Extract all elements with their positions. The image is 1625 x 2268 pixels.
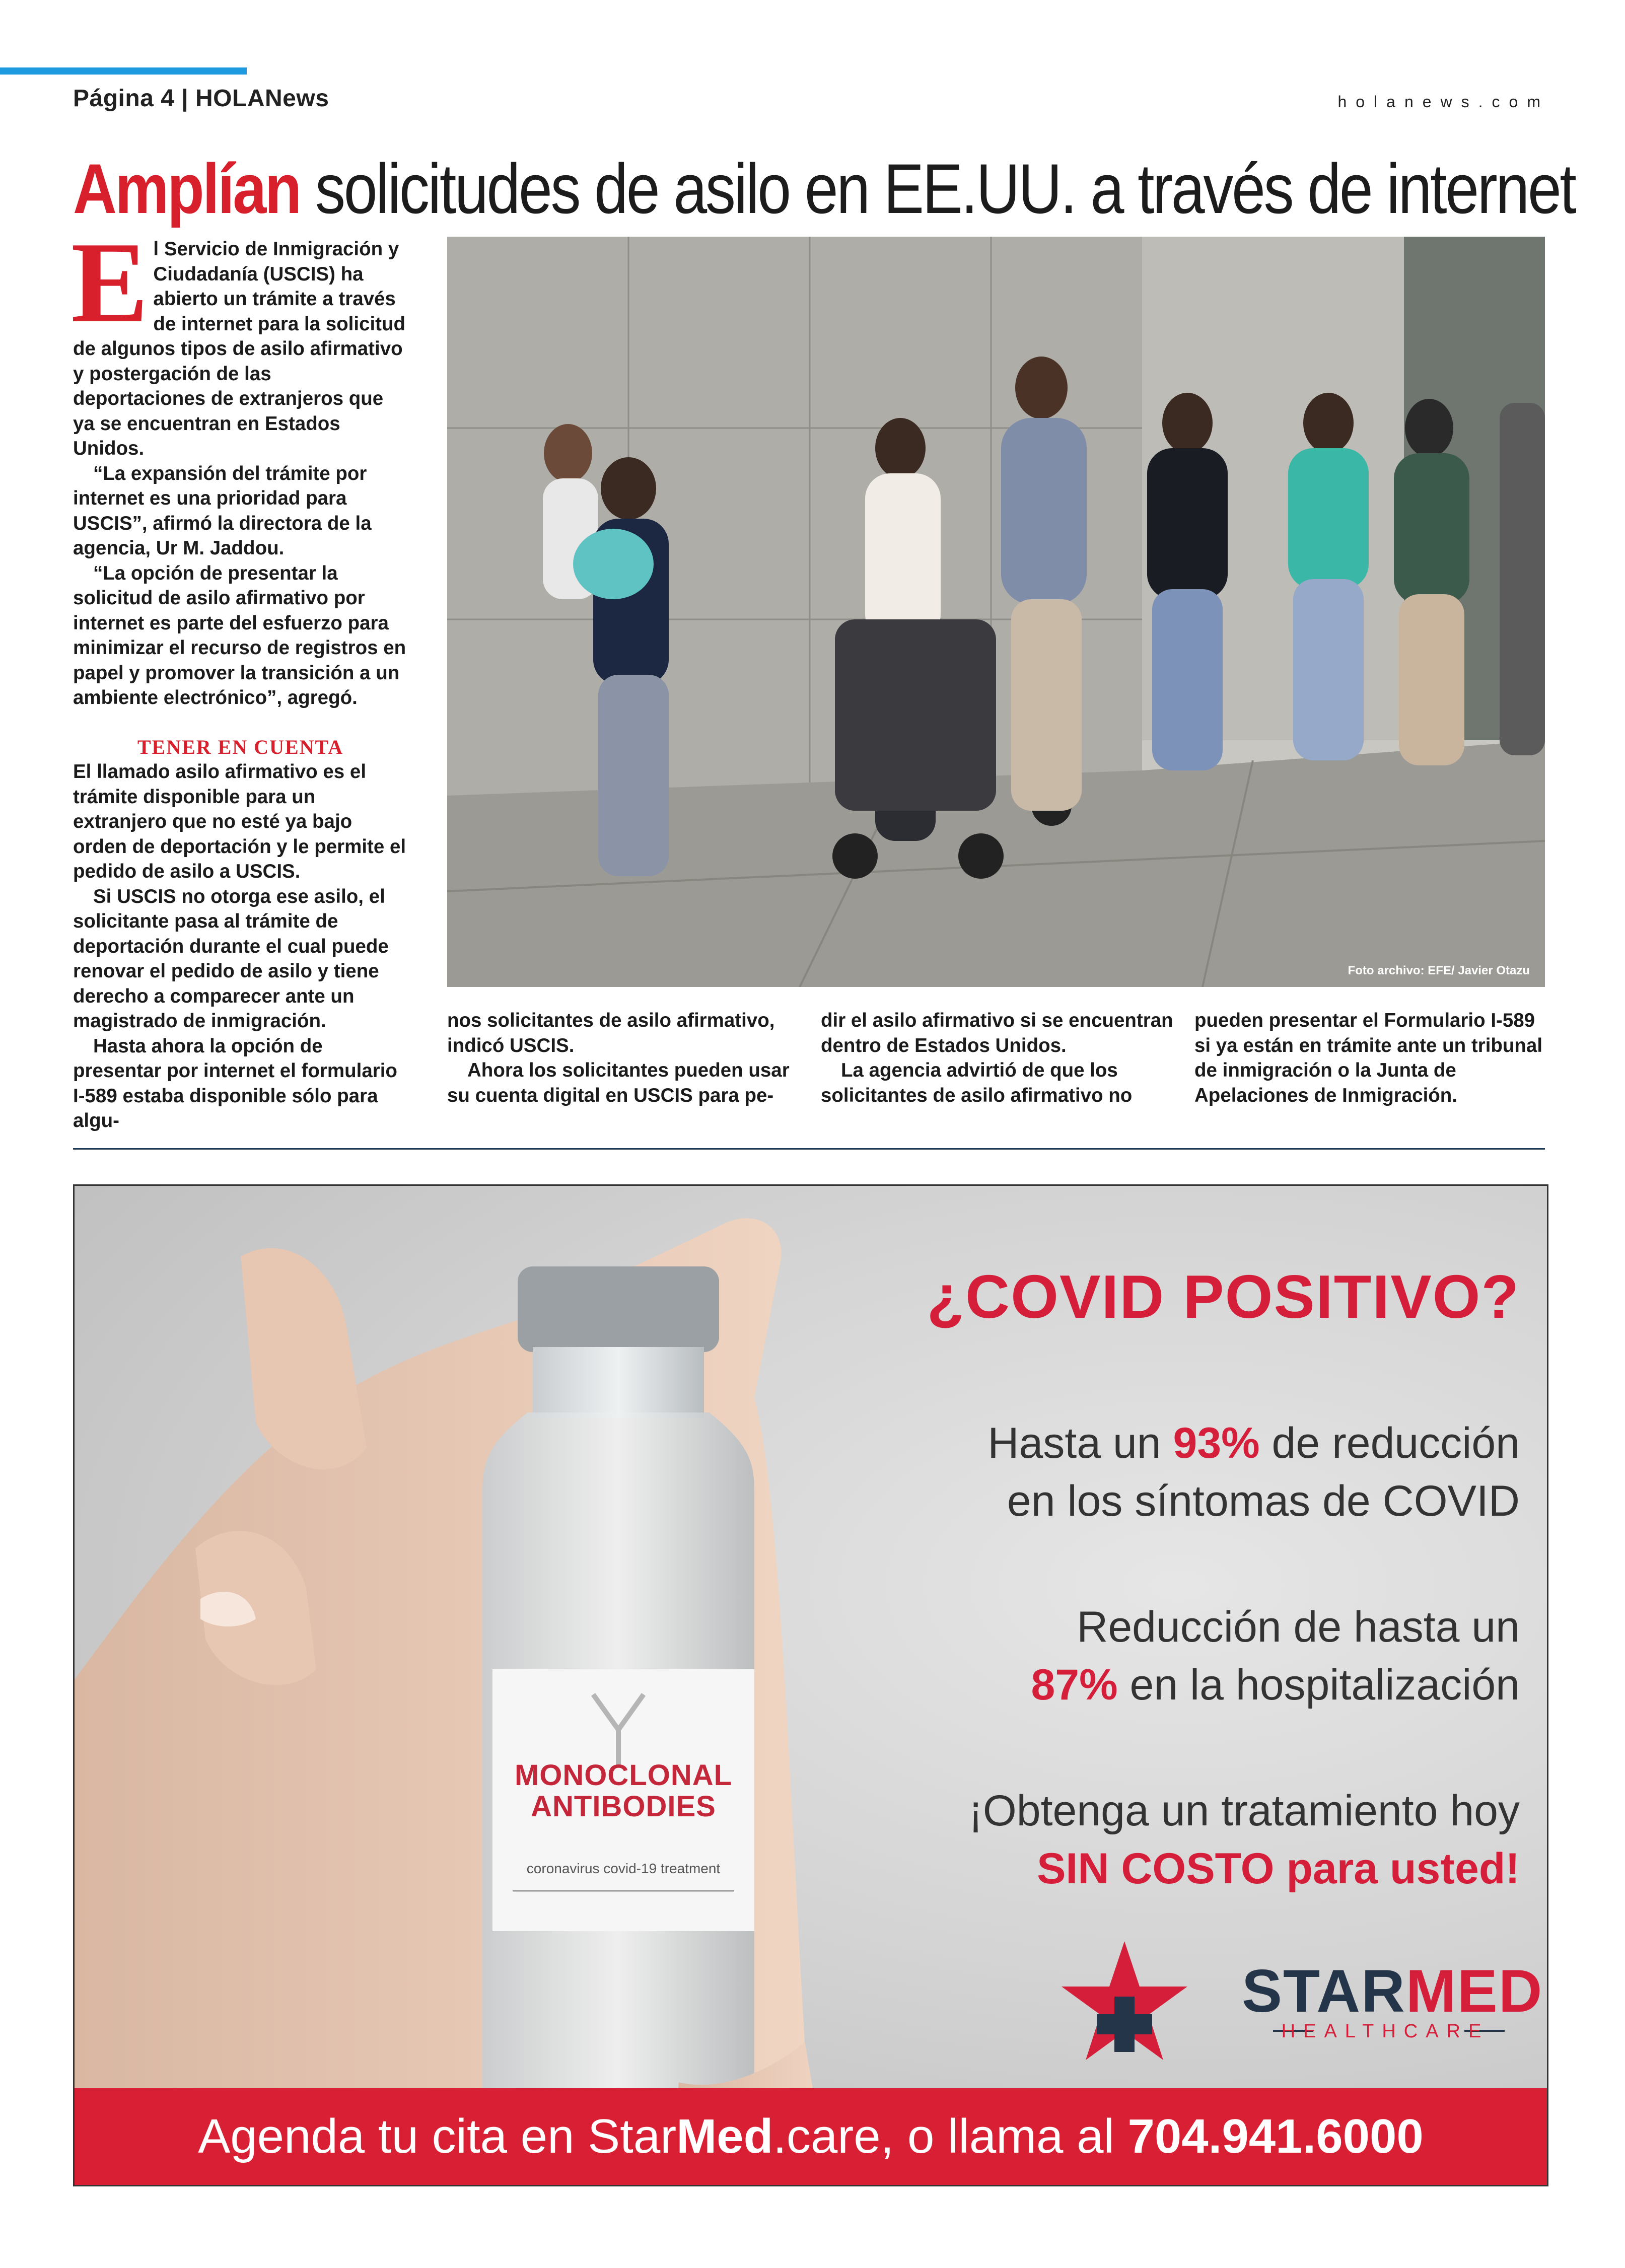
- footer-mid: .care, o llama al: [773, 2109, 1128, 2163]
- ad-line4-post: en la hospitalización: [1117, 1661, 1520, 1709]
- ad-claim-line-5: ¡Obtenga un tratamiento hoy: [968, 1787, 1520, 1835]
- article-paragraph: dir el asilo afirmativo si se encuentran dentro de Estados Unidos.: [821, 1010, 1173, 1056]
- headline-accent: Amplían: [73, 149, 300, 228]
- article-paragraph: l Servicio de Inmigración y Ciudadanía (USCIS) ha abierto un trámite a través de internet para la solicitud de algunos tipos de asilo afirmativo y postergación de las deportaciones de extranjeros que ya se encuentran en Estados Unidos.: [73, 238, 406, 459]
- article-column-1: [71, 218, 408, 1133]
- article-paragraph: “La opción de presentar la solicitud de asilo afirmativo por internet es parte del esfuerzo para minimizar el recurso de registros en papel y promover la transición a un ambiente electrónico”, agregó.: [73, 562, 406, 708]
- ad-line1-post: de reducción: [1259, 1419, 1520, 1467]
- vial-label-title: [492, 1760, 754, 1822]
- ad-claim-line-1: [754, 1415, 1520, 1471]
- footer-med: Med: [676, 2109, 773, 2163]
- top-accent-bar: [0, 67, 247, 75]
- ad-claim-line-2: en los síntomas de COVID: [1007, 1477, 1520, 1525]
- footer-phone[interactable]: 704.941.6000: [1127, 2109, 1424, 2163]
- starmed-advertisement[interactable]: [73, 1184, 1548, 2186]
- starmed-logo[interactable]: [1242, 1956, 1543, 2026]
- headline-rest: solicitudes de asilo en EE.UU. a través de internet: [315, 149, 1575, 228]
- page-label: Página 4 | HOLANews: [73, 85, 329, 112]
- article-paragraph: nos solicitantes de asilo afirmativo, indicó USCIS.: [447, 1010, 775, 1056]
- site-url[interactable]: holanews.com: [1337, 93, 1549, 111]
- ad-title: ¿COVID POSITIVO?: [927, 1262, 1520, 1331]
- article-paragraph: Hasta ahora la opción de presentar por internet el formulario I-589 estaba disponible sólo para algu-: [73, 1035, 397, 1131]
- vial-label-subtitle: coronavirus covid-19 treatment: [526, 1861, 721, 1876]
- article-paragraph: Ahora los solicitantes pueden usar su cuenta digital en USCIS para pe-: [447, 1059, 790, 1106]
- article-paragraph: La agencia advirtió de que los solicitantes de asilo afirmativo no: [821, 1059, 1133, 1106]
- footer-pre: Agenda tu cita en Star: [198, 2109, 677, 2163]
- article-column-4: [1194, 1008, 1547, 1108]
- article-photo: [447, 237, 1545, 987]
- photo-credit: Foto archivo: EFE/ Javier Otazu: [1348, 964, 1530, 977]
- logo-healthcare-text: HEALTHCARE: [1281, 2021, 1490, 2042]
- section-divider: [73, 1148, 1545, 1150]
- ad-line1-percent: 93%: [1173, 1419, 1260, 1467]
- article-subhead: TENER EN CUENTA: [137, 735, 344, 758]
- ad-claim-line-6: SIN COSTO para usted!: [1037, 1845, 1520, 1893]
- ad-line4-percent: 87%: [1031, 1661, 1118, 1709]
- article-paragraph: Si USCIS no otorga ese asilo, el solicitante pasa al trámite de deportación durante el cual puede renovar el pedido de asilo y tiene derecho a comparecer ante un magistrado de inmigración.: [73, 885, 389, 1032]
- vial-title-line-2: ANTIBODIES: [531, 1790, 716, 1823]
- article-headline: [73, 146, 1575, 237]
- article-column-2: [447, 1008, 800, 1108]
- logo-med-text: MED: [1405, 1957, 1543, 2025]
- article-paragraph: pueden presentar el Formulario I-589 si ya están en trámite ante un tribunal de inmigración o la Junta de Apelaciones de Inmigración.: [1194, 1010, 1543, 1106]
- vial-title-line-1: MONOCLONAL: [514, 1759, 733, 1792]
- logo-star-text: STAR: [1242, 1957, 1406, 2025]
- photo-illustration: [447, 237, 1545, 987]
- ad-claim-line-3: Reducción de hasta un: [1077, 1603, 1520, 1651]
- ad-claim-line-4: [754, 1657, 1520, 1713]
- article-column-3: [821, 1008, 1173, 1108]
- article-paragraph: “La expansión del trámite por internet es una prioridad para USCIS”, afirmó la directora de la agencia, Ur M. Jaddou.: [73, 462, 372, 559]
- ad-line1-pre: Hasta un: [987, 1419, 1173, 1467]
- ad-footer-cta[interactable]: [75, 2088, 1547, 2185]
- drop-cap: E: [71, 218, 149, 346]
- article-paragraph: El llamado asilo afirmativo es el trámite disponible para un extranjero que no esté ya bajo orden de deportación y le permite el pedido de asilo a USCIS.: [73, 761, 406, 882]
